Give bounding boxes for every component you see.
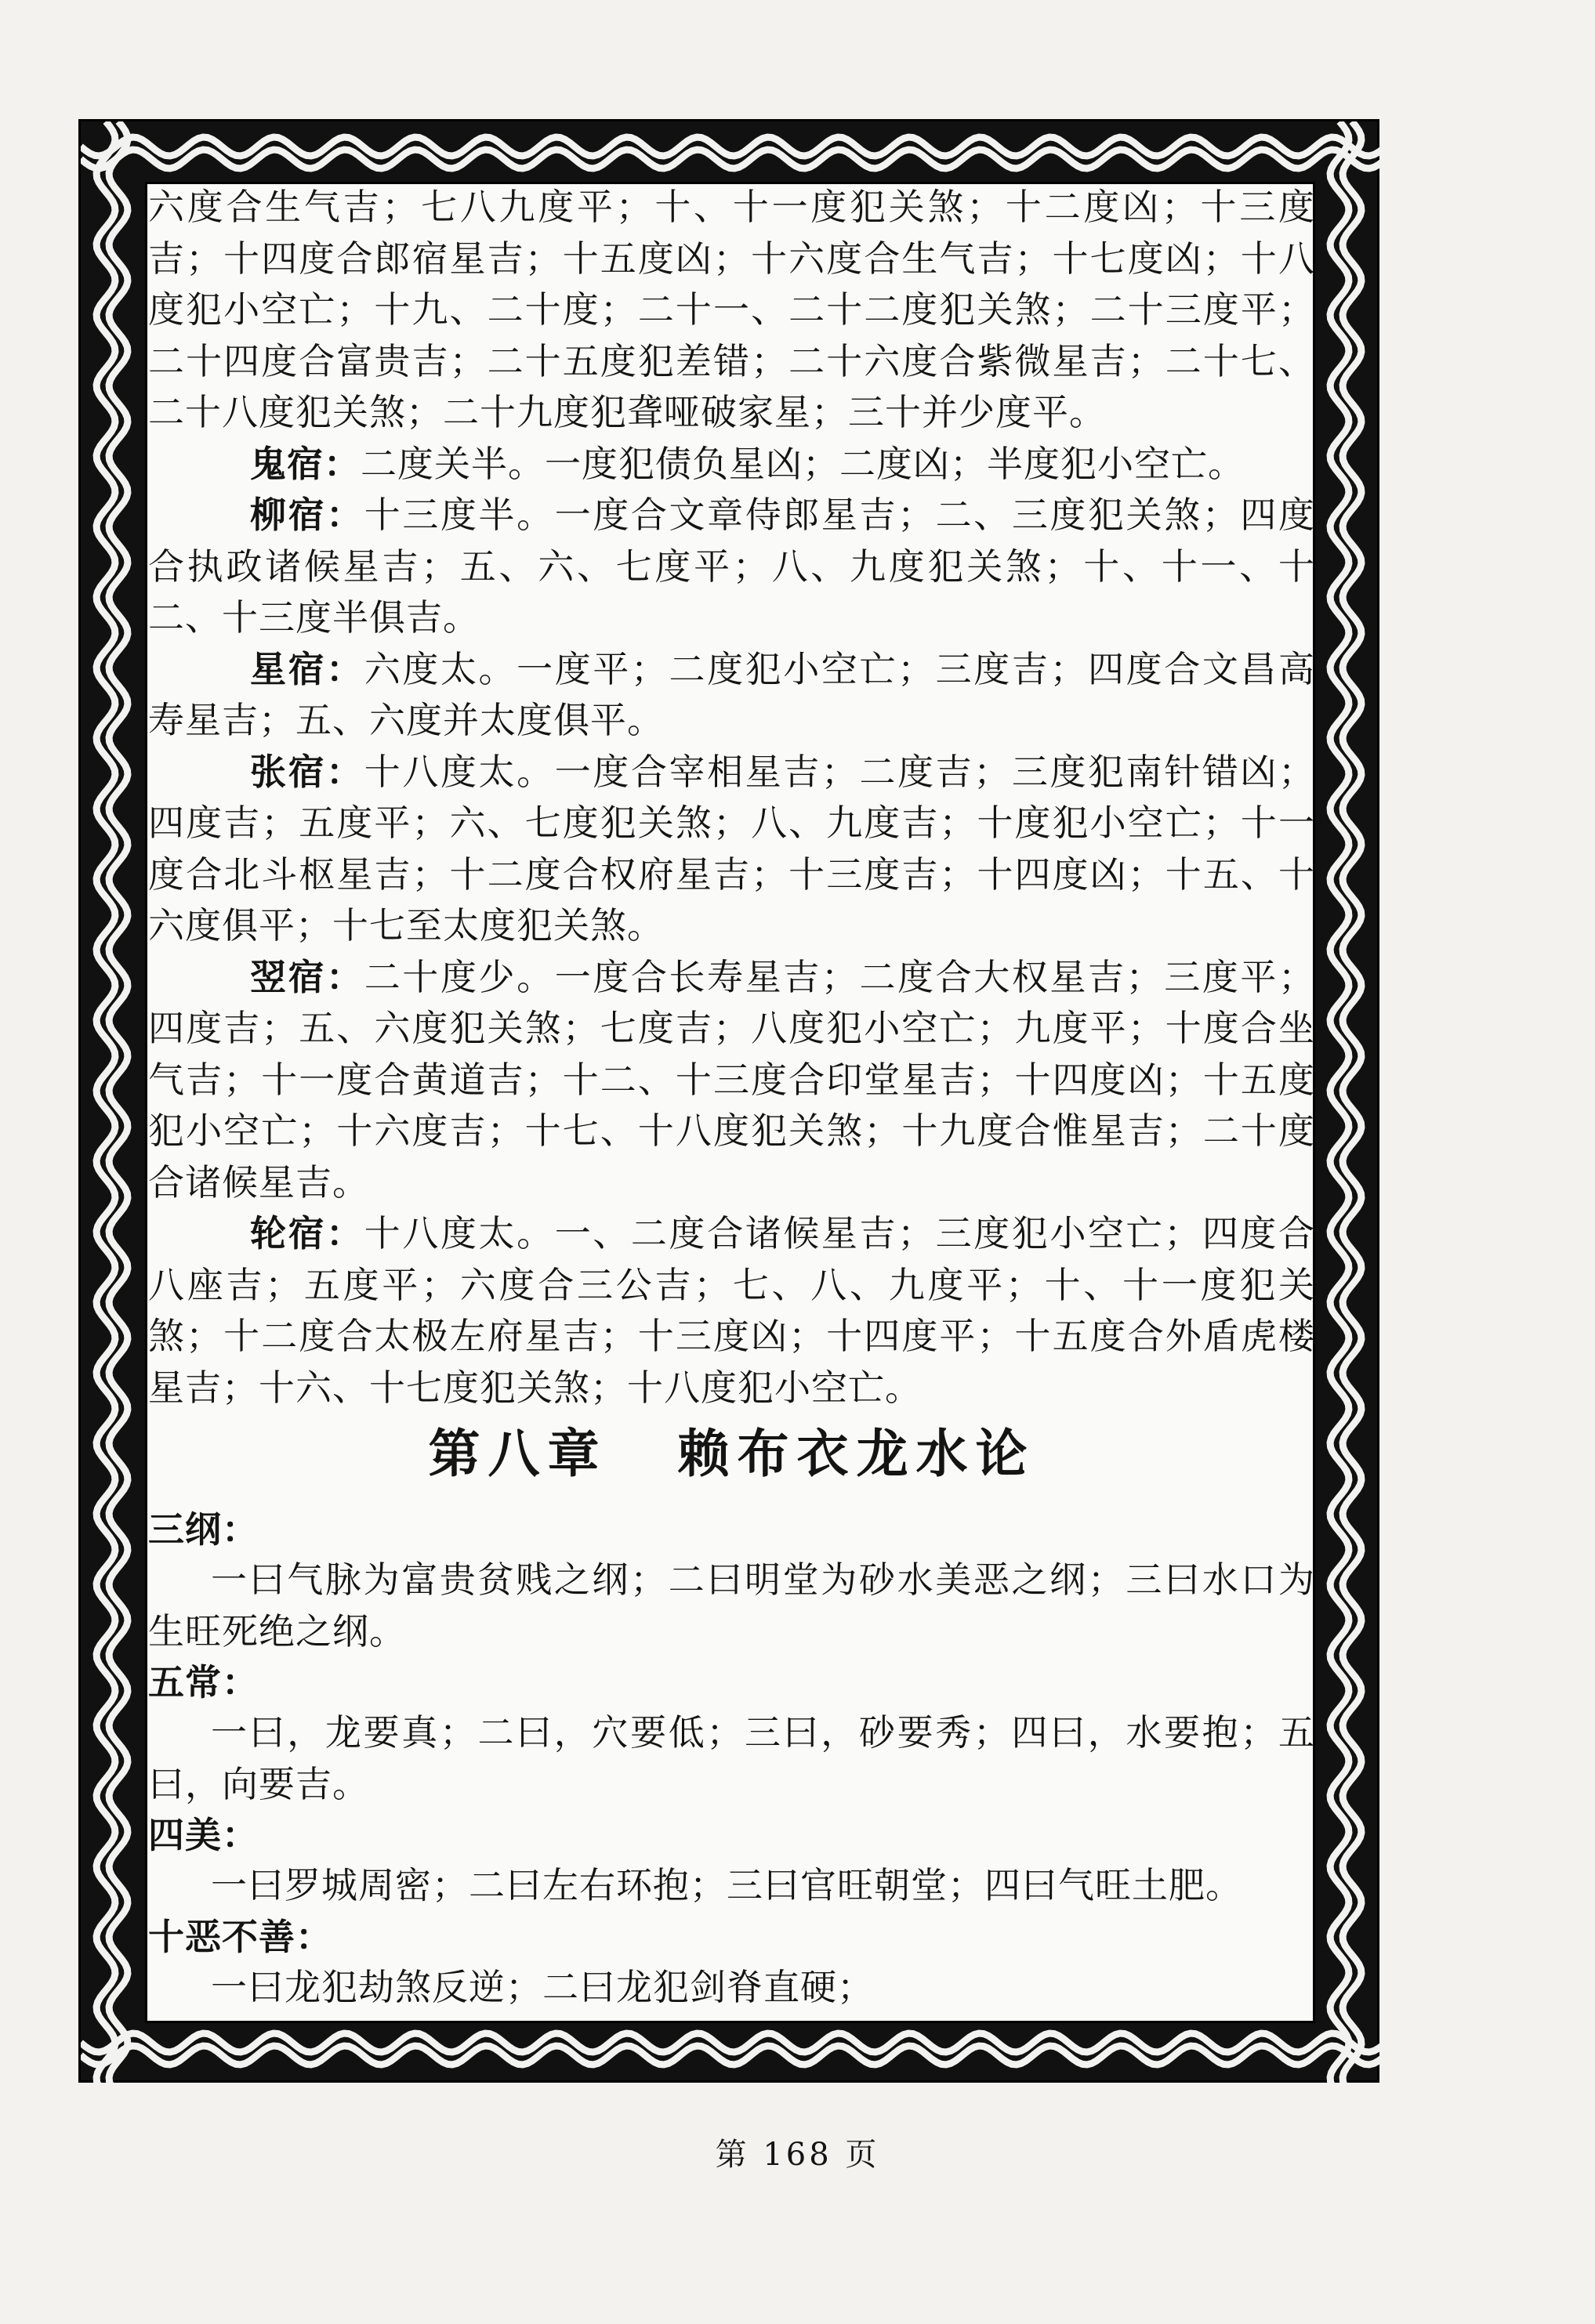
- paragraph-zhang-mansion: 张宿：十八度太。一度合宰相星吉；二度吉；三度犯南针错凶；四度吉；五度平；六、七度犯关煞；八、九度吉；十度犯小空亡；十一度合北斗枢星吉；十二度合权府星吉；十三度吉；十四度凶；十五、十六度俱平；十七至太度犯关煞。: [148, 750, 1316, 947]
- paragraph-xing-mansion: 星宿：六度太。一度平；二度犯小空亡；三度吉；四度合文昌高寿星吉；五、六度并太度俱平。: [148, 647, 1316, 741]
- page-body: [148, 182, 1315, 2013]
- section-heading-four-beauties: 四美：: [148, 1814, 259, 1856]
- page-number: 第 168 页: [715, 2137, 880, 2173]
- paragraph-liu-mansion: 柳宿：十三度半。一度合文章侍郎星吉；二、三度犯关煞；四度合执政诸候星吉；五、六、七度平；八、九度犯关煞；十、十一、十二、十三度半俱吉。: [148, 494, 1316, 639]
- right-wave-ornament: [1314, 121, 1377, 2085]
- top-wave-ornament: [81, 121, 1382, 184]
- section-heading-ten-evils: 十恶不善：: [148, 1915, 332, 1958]
- left-wave-ornament: [81, 121, 143, 2085]
- section-body-ten-evils: 一曰龙犯劫煞反逆；二曰龙犯剑脊直硬；: [211, 1965, 874, 2008]
- section-heading-five-constants: 五常：: [148, 1661, 259, 1703]
- paragraph-lun-mansion: 轮宿：十八度太。一、二度合诸候星吉；三度犯小空亡；四度合八座吉；五度平；六度合三公吉；七、八、九度平；十、十一度犯关煞；十二度合太极左府星吉；十三度凶；十四度平；十五度合外盾虎楼星吉；十六、十七度犯关煞；十八度犯小空亡。: [148, 1212, 1316, 1409]
- chapter-title: 第八章 赖布衣龙水论: [428, 1424, 1035, 1484]
- section-body-five-constants: 一曰，龙要真；二曰，穴要低；三曰，砂要秀；四曰，水要抱；五曰，向要吉。: [148, 1711, 1315, 1805]
- section-body-three-principles: 一曰气脉为富贵贫贱之纲；二曰明堂为砂水美恶之纲；三曰水口为生旺死绝之纲。: [148, 1558, 1315, 1653]
- paragraph-continuation: 六度合生气吉；七八九度平；十、十一度犯关煞；十二度凶；十三度吉；十四度合郎宿星吉；十五度凶；十六度合生气吉；十七度凶；十八度犯小空亡；十九、二十度；二十一、二十二度犯关煞；二十三度平；二十四度合富贵吉；二十五度犯差错；二十六度合紫微星吉；二十七、二十八度犯关煞；二十九度犯聋哑破家星；三十并少度平。: [148, 186, 1315, 433]
- paragraph-gui-mansion: 鬼宿：二度关半。一度犯债负星凶；二度凶；半度犯小空亡。: [250, 442, 1245, 485]
- section-body-four-beauties: 一曰罗城周密；二曰左右环抱；三曰官旺朝堂；四曰气旺土肥。: [211, 1864, 1242, 1906]
- section-heading-three-principles: 三纲：: [148, 1508, 259, 1551]
- paragraph-yi-mansion: 翌宿：二十度少。一度合长寿星吉；二度合大权星吉；三度平；四度吉；五、六度犯关煞；七度吉；八度犯小空亡；九度平；十度合坐气吉；十一度合黄道吉；十二、十三度合印堂星吉；十四度凶；十五度犯小空亡；十六度吉；十七、十八度犯关煞；十九度合惟星吉；二十度合诸候星吉。: [148, 955, 1316, 1204]
- bottom-wave-ornament: [81, 2018, 1382, 2080]
